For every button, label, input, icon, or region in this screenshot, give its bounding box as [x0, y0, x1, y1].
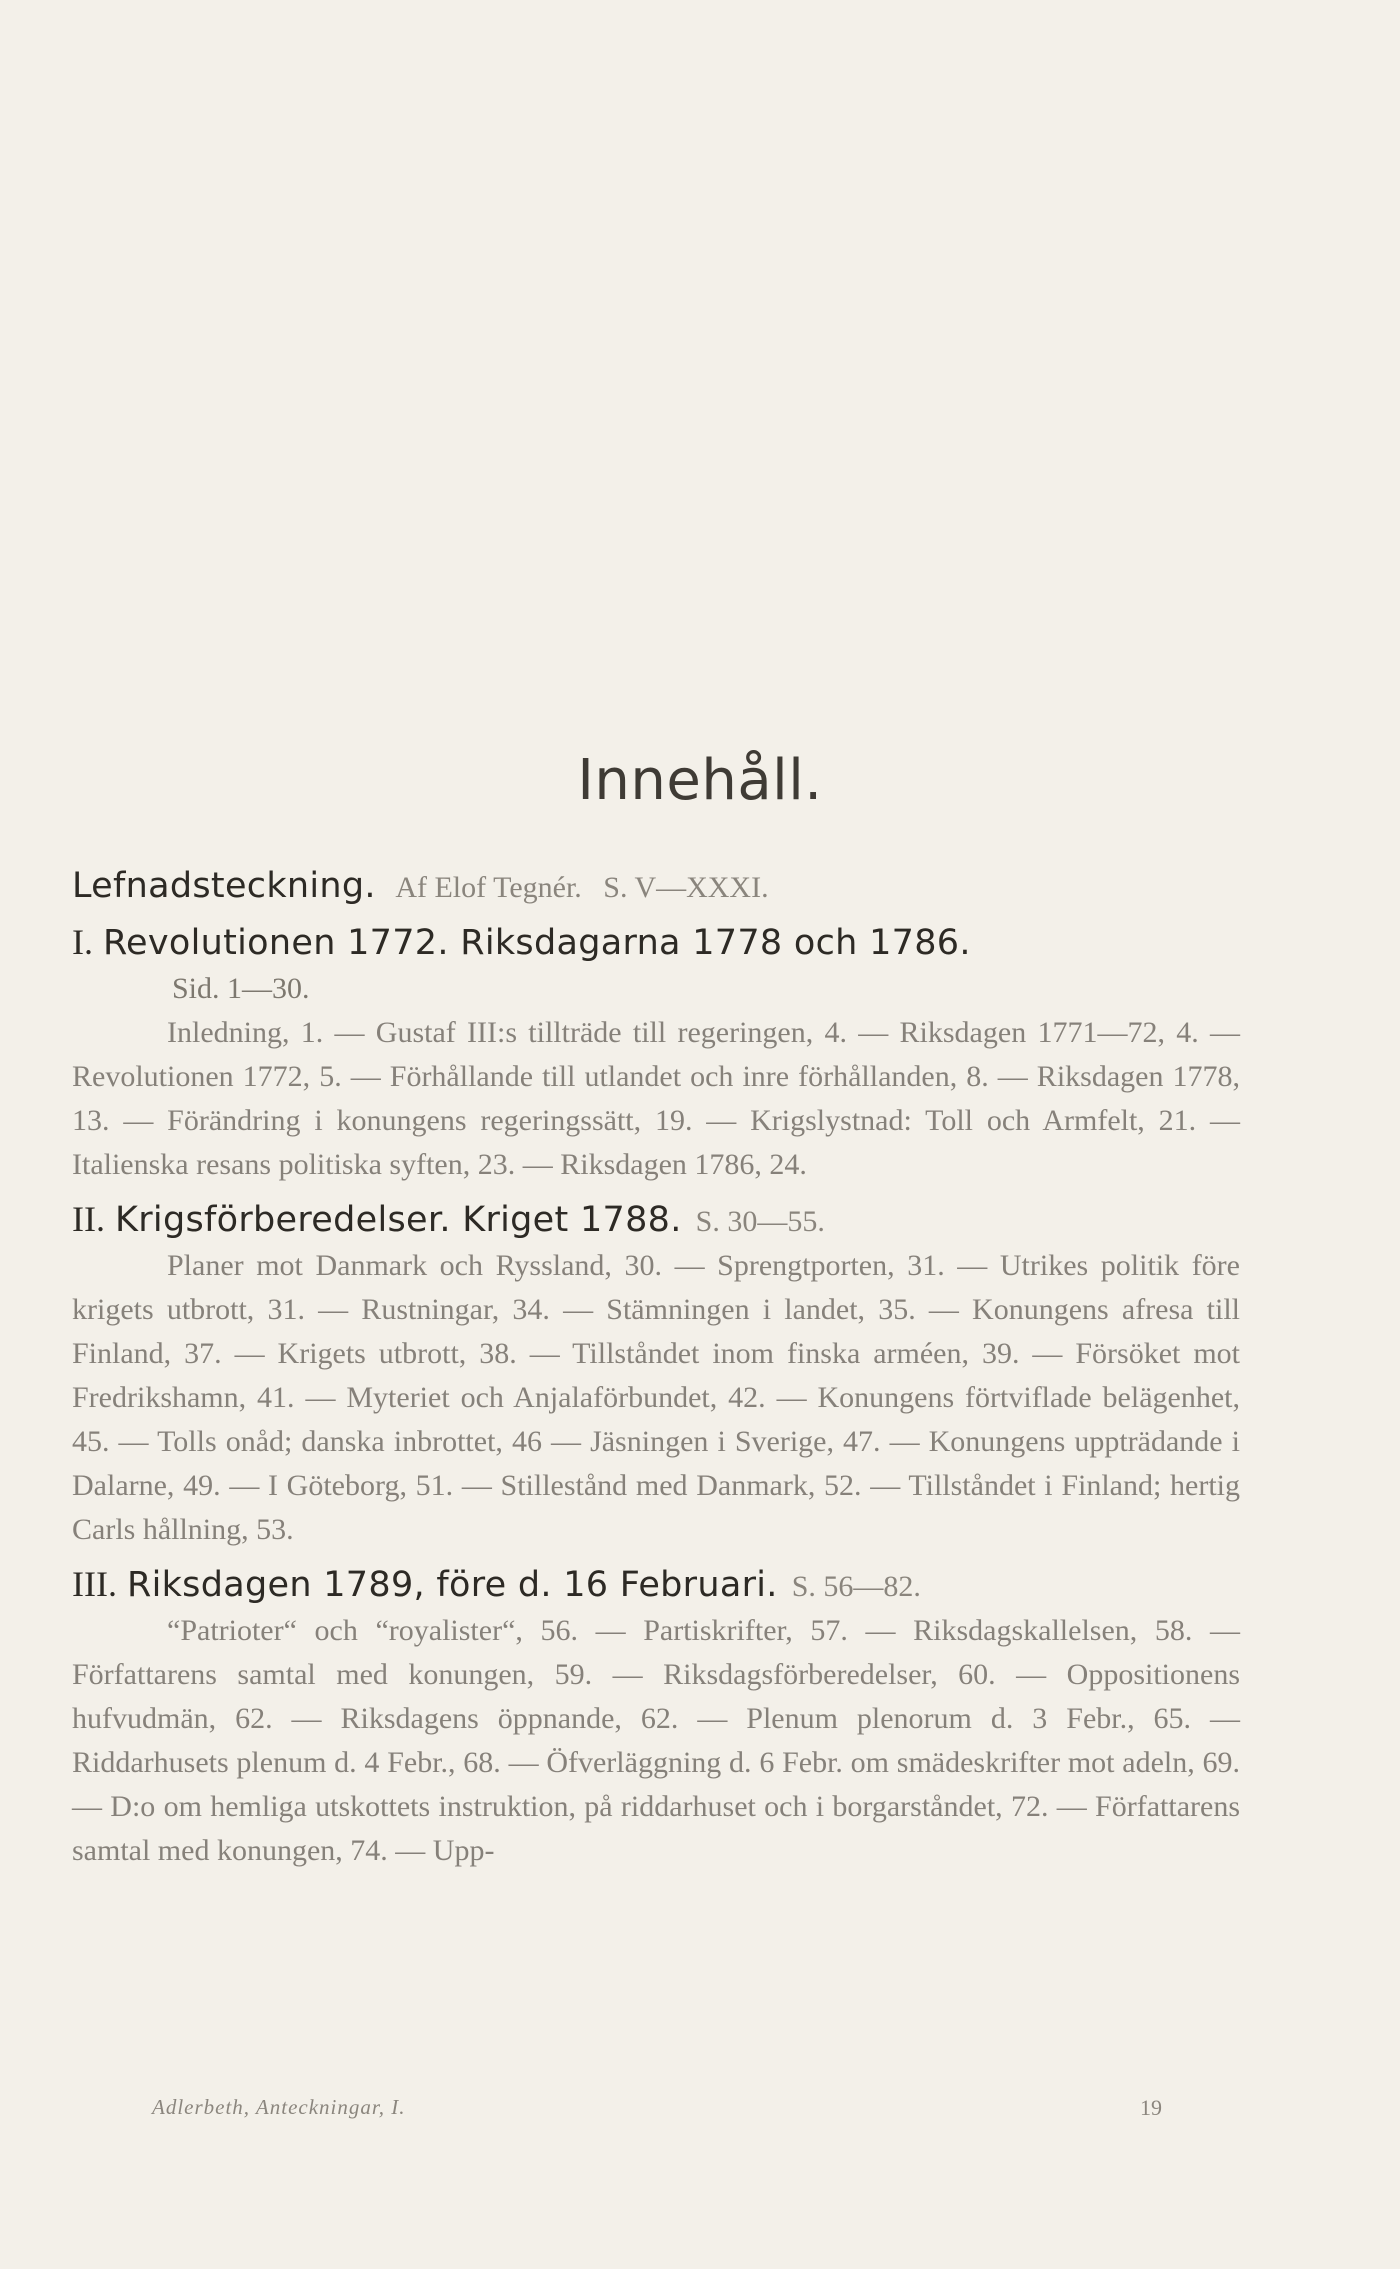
section-3 — [72, 1562, 1242, 1873]
page-footer — [152, 2095, 1162, 2127]
section-2-heading-line — [72, 1197, 1242, 1244]
section-pages: Sid. 1—30. — [172, 972, 310, 1005]
section-heading: Revolutionen 1772. Riksdagarna 1778 och 1786. — [103, 923, 971, 963]
footer-sheet-number: 19 — [1140, 2095, 1162, 2120]
section-summary: Inledning, 1. — Gustaf III:s tillträde till regeringen, 4. — Riksdagen 1771—72, 4. — Revolutionen 1772, 5. — Förhållande till utlandet och inre förhållanden, 8. — Riksdagen 1778, 13. — Förändring i konungens regeringssätt, 19. — Krigslystnad: Toll och Armfelt, 21. — Italienska resans politiska syften, 23. — Riksdagen 1786, 24. — [72, 1016, 1240, 1181]
biography-pages: S. V—XXXI. — [603, 871, 769, 904]
biography-entry — [72, 864, 1242, 910]
section-3-heading-line — [72, 1562, 1242, 1609]
section-summary: “Patrioter“ och “royalister“, 56. — Partiskrifter, 57. — Riksdagskallelsen, 58. — Författarens samtal med konungen, 59. — Riksdagsförberedelser, 60. — Oppositionens hufvudmän, 62. — Riksdagens öppnande, 62. — Plenum plenorum d. 3 Febr., 65. — Riddarhusets plenum d. 4 Febr., 68. — Öfverläggning d. 6 Febr. om smädeskrifter mot adeln, 69. — D:o om hemliga utskottets instruktion, på riddarhuset och i borgarståndet, 72. — Författarens samtal med konungen, 74. — Upp- — [72, 1614, 1240, 1867]
section-heading: Riksdagen 1789, före d. 16 Februari. — [126, 1565, 778, 1605]
section-pages: S. 56—82. — [791, 1570, 921, 1603]
section-summary: Planer mot Danmark och Ryssland, 30. — Sprengtporten, 31. — Utrikes politik före krigets utbrott, 31. — Rustningar, 34. — Stämningen i landet, 35. — Konungens afresa till Finland, 37. — Krigets utbrott, 38. — Tillståndet inom finska arméen, 39. — Försöket mot Fredrikshamn, 41. — Myteriet och Anjalaförbundet, 42. — Konungens förtviflade belägenhet, 45. — Tolls onåd; danska inbrottet, 46 — Jäsningen i Sverige, 47. — Konungens uppträdande i Dalarne, 49. — I Göteborg, 51. — Stillestånd med Danmark, 52. — Tillståndet i Finland; hertig Carls hållning, 53. — [72, 1249, 1240, 1546]
section-pages: S. 30—55. — [695, 1205, 825, 1238]
section-numeral: III. — [72, 1564, 117, 1604]
biography-byline: Af Elof Tegnér. — [395, 871, 582, 904]
section-1 — [72, 920, 1242, 1187]
section-2 — [72, 1197, 1242, 1552]
table-of-contents — [72, 864, 1242, 1873]
page-title: Innehåll. — [577, 748, 823, 813]
section-numeral: II. — [72, 1199, 105, 1239]
section-heading: Krigsförberedelser. Kriget 1788. — [114, 1200, 682, 1240]
footer-signature: Adlerbeth, Anteckningar, I. — [152, 2095, 406, 2119]
biography-heading: Lefnadsteckning. — [72, 866, 376, 906]
section-1-heading-line — [72, 920, 1242, 967]
section-numeral: I. — [72, 922, 93, 962]
